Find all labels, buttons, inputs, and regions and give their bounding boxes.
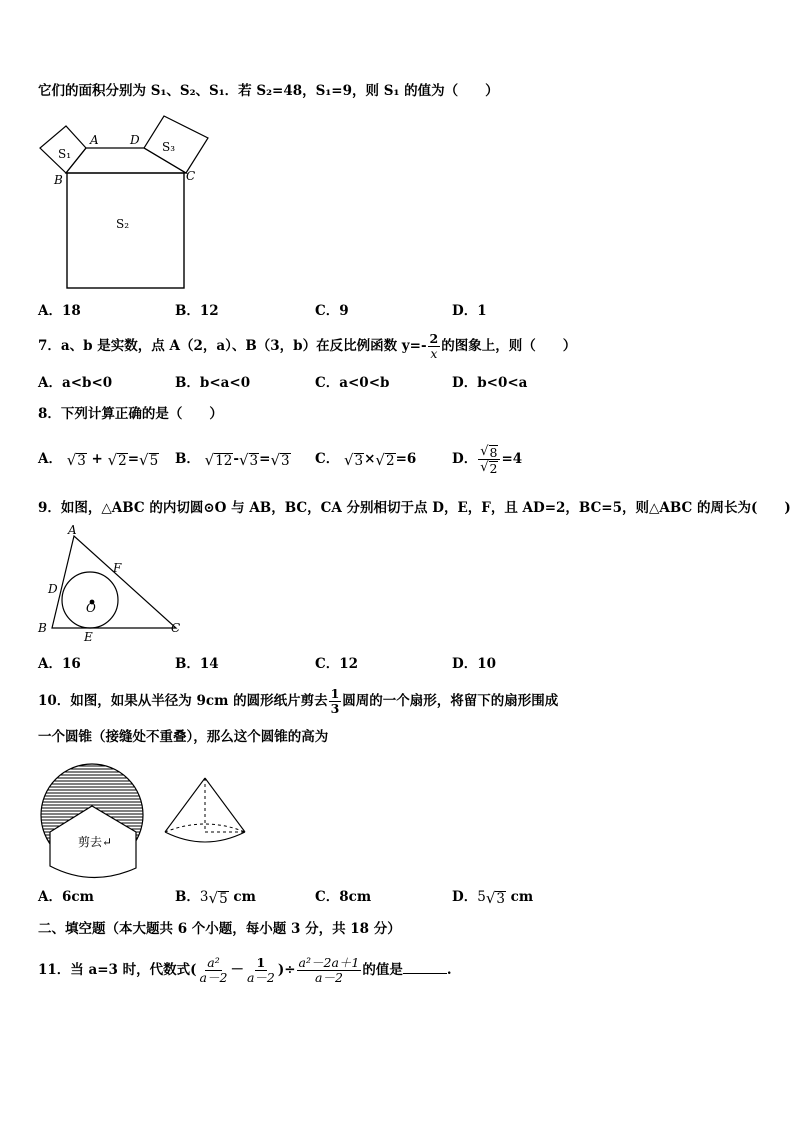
q8-option-c (315, 450, 416, 469)
sqrt-2: √ 2 (375, 450, 395, 469)
q10-cut-label: 剪去↵ (78, 835, 113, 849)
q10-figure (40, 760, 280, 880)
q9-option-d: D．10 (452, 656, 496, 672)
q7-stem (38, 330, 576, 362)
equals-sign: = (259, 451, 271, 467)
q8-option-a (38, 450, 159, 469)
q11-stem (38, 950, 452, 990)
q7-fraction (428, 332, 441, 361)
q7-option-a: A．a<b<0 (38, 375, 113, 391)
q6-option-d: D．1 (452, 303, 487, 319)
q7-option-c: C．a<0<b (315, 375, 390, 391)
q8-option-d (452, 440, 522, 478)
sqrt-2: √ 2 (107, 450, 127, 469)
q8-c-label: C． (315, 451, 340, 467)
q10-fraction: $\frac{1}{3}$ (330, 686, 340, 716)
q7-option-b: B．b<a<0 (175, 375, 251, 391)
q6-figure (36, 118, 196, 298)
q9-stem: 9．如图，△ABC 的内切圆⊙O 与 AB，BC，CA 分别相切于点 D，E，F，且 AD=2，BC=5，则△ABC 的周长为( ) (38, 500, 791, 516)
q9-label-C: C (171, 621, 181, 635)
q6-label-D: D (130, 133, 140, 147)
equals-four: =4 (501, 451, 523, 467)
q9-option-b: B．14 (175, 656, 219, 672)
q7-option-d: D．b<0<a (452, 375, 528, 391)
sqrt-3: √ 3 (66, 450, 86, 469)
q6-label-A: A (90, 133, 99, 147)
q8-d-label: D． (452, 451, 478, 467)
q6-label-B: B (54, 173, 63, 187)
sqrt-12: √ 12 (204, 450, 233, 469)
minus-sign: - (233, 451, 239, 467)
equals-six: =6 (395, 451, 417, 467)
q11-frac-3: $\frac{\text{a²－2a＋1}}{a-2}$ (298, 955, 360, 985)
q9-option-c: C．12 (315, 656, 359, 672)
q10-option-d: D．5 √ 3 cm (452, 888, 534, 907)
q10-stem-before: 10．如图，如果从半径为 9cm 的圆形纸片剪去 (38, 693, 328, 709)
q9-label-E: E (84, 630, 93, 644)
q10-option-b: B．3 √ 5 cm (175, 888, 256, 907)
q6-option-a: A．18 (38, 303, 81, 319)
plus-sign: + (91, 451, 103, 467)
q8-a-label: A． (38, 451, 62, 467)
sqrt-5: √ 5 (139, 450, 159, 469)
q10-stem-after: 圆周的一个扇形，将留下的扇形围成 (342, 693, 559, 709)
q11-frac-2: $\frac{1}{a-2}$ (246, 955, 275, 985)
q9-label-A: A (68, 523, 77, 537)
answer-blank[interactable] (403, 959, 447, 974)
q6-option-c: C．9 (315, 303, 349, 319)
q10-stem-line2: 一个圆锥（接缝处不重叠），那么这个圆锥的高为 (38, 729, 329, 745)
q7-frac-num: 2 (429, 331, 439, 346)
q9-label-B: B (38, 621, 47, 635)
q9-label-D: D (48, 582, 58, 596)
q9-label-F: F (113, 561, 122, 575)
q6-label-S3: S₃ (162, 140, 176, 154)
q8-b-label: B． (175, 451, 200, 467)
minus-sign: － (230, 962, 244, 978)
q8-d-fraction: √ 8 √ 2 (478, 445, 500, 475)
q11-end: . (446, 962, 452, 978)
q6-option-b: B．12 (175, 303, 219, 319)
sqrt-3: √ 3 (270, 450, 290, 469)
divide-sign: )÷ (277, 962, 296, 978)
q6-stem: 它们的面积分别为 S₁、S₂、S₁．若 S₂=48，S₁=9，则 S₁ 的值为（ ） (38, 83, 499, 99)
q10-option-a: A．6cm (38, 889, 94, 905)
q6-label-S1: S₁ (58, 147, 72, 161)
q7-stem-after: 的图象上，则（ ） (441, 338, 577, 354)
q6-label-C: C (186, 169, 196, 183)
sqrt-3: √ 3 (238, 450, 259, 469)
q11-frac-1: $\frac{\text{a²}}{a-2}$ (199, 955, 228, 985)
section-2-title: 二、填空题（本大题共 6 个小题，每小题 3 分，共 18 分） (38, 921, 401, 937)
q7-stem-before: 7．a、b 是实数，点 A（2，a）、B（3，b）在反比例函数 y=- (38, 338, 427, 354)
sqrt-3: √ 3 (343, 450, 364, 469)
q9-figure (36, 524, 186, 644)
q6-label-S2: S₂ (116, 217, 130, 231)
q11-prefix: 11．当 a=3 时，代数式( (38, 962, 197, 978)
q7-frac-den: x (430, 346, 438, 361)
q8-stem: 8．下列计算正确的是（ ） (38, 406, 223, 422)
q10-option-c: C．8cm (315, 889, 372, 905)
q9-label-O: O (86, 601, 96, 615)
q8-option-b (175, 450, 291, 469)
q9-option-a: A．16 (38, 656, 81, 672)
times-sign: × (364, 451, 376, 467)
q10-stem (38, 684, 558, 718)
equals-sign: = (127, 451, 140, 467)
q11-suffix: 的值是 (362, 962, 403, 978)
